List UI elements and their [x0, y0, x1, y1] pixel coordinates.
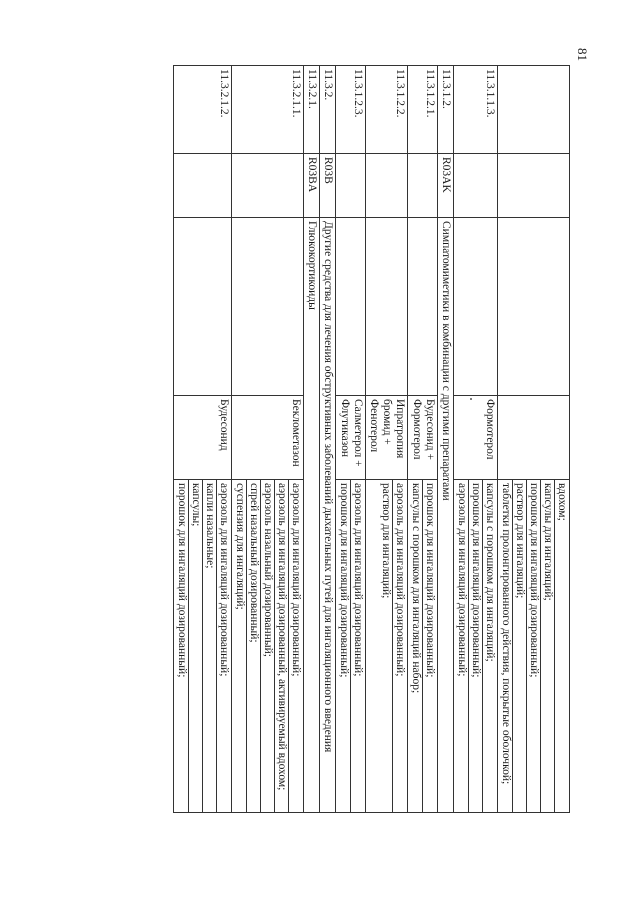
atc-code-cell: R03B: [320, 154, 336, 218]
dosage-forms-cell: [408, 480, 438, 813]
row-number-cell: 11.3.1.2.3.: [336, 66, 366, 154]
row-number-cell: 11.3.2.1.: [304, 66, 320, 154]
group-name-cell: Глюкокортикоиды: [304, 218, 320, 813]
dosage-form-item: спрей назальный дозированный;: [247, 480, 261, 812]
group-name-cell: [454, 218, 498, 396]
drug-name-cell: Будесонид: [174, 396, 232, 480]
dosage-form-item: таблетки пролонгированного действия, покрытые оболочкой;: [499, 480, 513, 812]
group-name-cell: [336, 218, 366, 396]
rotated-page-content: [94, 65, 570, 813]
group-name-cell: [408, 218, 438, 396]
dosage-form-item: вдохом;: [556, 483, 568, 521]
group-name-cell: [366, 218, 408, 396]
dosage-form-item: капсулы с порошком для ингаляций;: [484, 483, 496, 662]
table-row: [174, 66, 232, 813]
group-name-cell: [174, 218, 232, 396]
dosage-form-item: аэрозоль для ингаляций дозированный;: [352, 483, 364, 677]
dosage-forms-cell: [232, 480, 304, 813]
table-row: [232, 66, 304, 813]
atc-code-cell: R03AK: [438, 154, 454, 218]
dosage-forms-cell: [174, 480, 232, 813]
dosage-form-item: аэрозоль для ингаляций дозированный, активируемый вдохом;: [275, 480, 289, 812]
dosage-form-item: раствор для ингаляций;: [379, 480, 393, 812]
drug-name-cell: Беклометазон: [232, 396, 304, 480]
dosage-form-item: порошок для ингаляций дозированный;: [469, 480, 483, 812]
dosage-forms-cell: [454, 480, 498, 813]
table-row: [454, 66, 498, 813]
dosage-form-item: капсулы;: [189, 480, 203, 812]
dosage-form-item: порошок для ингаляций дозированный;: [527, 480, 541, 812]
dosage-form-item: аэрозоль для ингаляций дозированный;: [290, 483, 302, 677]
table-row: [366, 66, 408, 813]
dosage-forms-cell: [366, 480, 408, 813]
drug-name-cell: Будесонид + Формотерол: [408, 396, 438, 480]
row-number-cell: 11.3.1.2.2.: [366, 66, 408, 154]
atc-code-cell: [408, 154, 438, 218]
table-row: [320, 66, 336, 813]
row-number-cell: 11.3.2.1.2.: [174, 66, 232, 154]
dosage-form-item: суспензия для ингаляций;: [233, 480, 247, 812]
dosage-forms-cell: [498, 480, 570, 813]
atc-code-cell: [174, 154, 232, 218]
dosage-form-item: капсулы для ингаляций;: [541, 480, 555, 812]
table-row: [438, 66, 454, 813]
dosage-form-item: раствор для ингаляций;: [513, 480, 527, 812]
row-number-cell: 11.3.1.2.1.: [408, 66, 438, 154]
atc-code-cell: [232, 154, 304, 218]
drug-table: [173, 65, 570, 813]
atc-code-cell: [366, 154, 408, 218]
group-name-cell: Другие средства для лечения обструктивных заболеваний дыхательных путей для ингаляционного введения: [320, 218, 336, 813]
row-number-cell: 11.3.1.1.3.: [454, 66, 498, 154]
page-number: 81: [575, 48, 590, 61]
group-name-cell: Симпатомиметики в комбинации с другими препаратами: [438, 218, 454, 813]
table-row: [304, 66, 320, 813]
dosage-forms-cell: [336, 480, 366, 813]
dosage-form-item: аэрозоль назальный дозированный;: [261, 480, 275, 812]
dosage-form-item: аэрозоль для ингаляций дозированный;: [218, 483, 230, 677]
table-row: [408, 66, 438, 813]
atc-code-cell: R03BA: [304, 154, 320, 218]
drug-name-cell: [498, 396, 570, 480]
group-name-cell: [498, 218, 570, 396]
table-row: [498, 66, 570, 813]
dosage-form-item: аэрозоль для ингаляций дозированный;: [394, 483, 406, 677]
drug-table-body: [174, 66, 570, 813]
dosage-form-item: порошок для ингаляций дозированный;: [424, 483, 436, 678]
dosage-form-item: капли назальные;: [203, 480, 217, 812]
drug-name-cell: Ипратропия бромид + Фенотерол: [366, 396, 408, 480]
atc-code-cell: [454, 154, 498, 218]
atc-code-cell: [498, 154, 570, 218]
drug-name-cell: Формотерол: [454, 396, 498, 480]
dosage-form-item: аэрозоль для ингаляций дозированный;: [455, 480, 469, 812]
drug-name-cell: Салметерол + Флутиказон: [336, 396, 366, 480]
table-row: [336, 66, 366, 813]
row-number-cell: 11.3.2.: [320, 66, 336, 154]
group-name-cell: [232, 218, 304, 396]
row-number-cell: 11.3.2.1.1.: [232, 66, 304, 154]
dosage-form-item: капсулы с порошком для ингаляций набор;: [409, 480, 423, 812]
row-number-cell: [498, 66, 570, 154]
dosage-form-item: порошок для ингаляций дозированный;: [337, 480, 351, 812]
atc-code-cell: [336, 154, 366, 218]
row-number-cell: 11.3.1.2.: [438, 66, 454, 154]
dosage-form-item: порошок для ингаляций дозированный;: [175, 480, 189, 812]
